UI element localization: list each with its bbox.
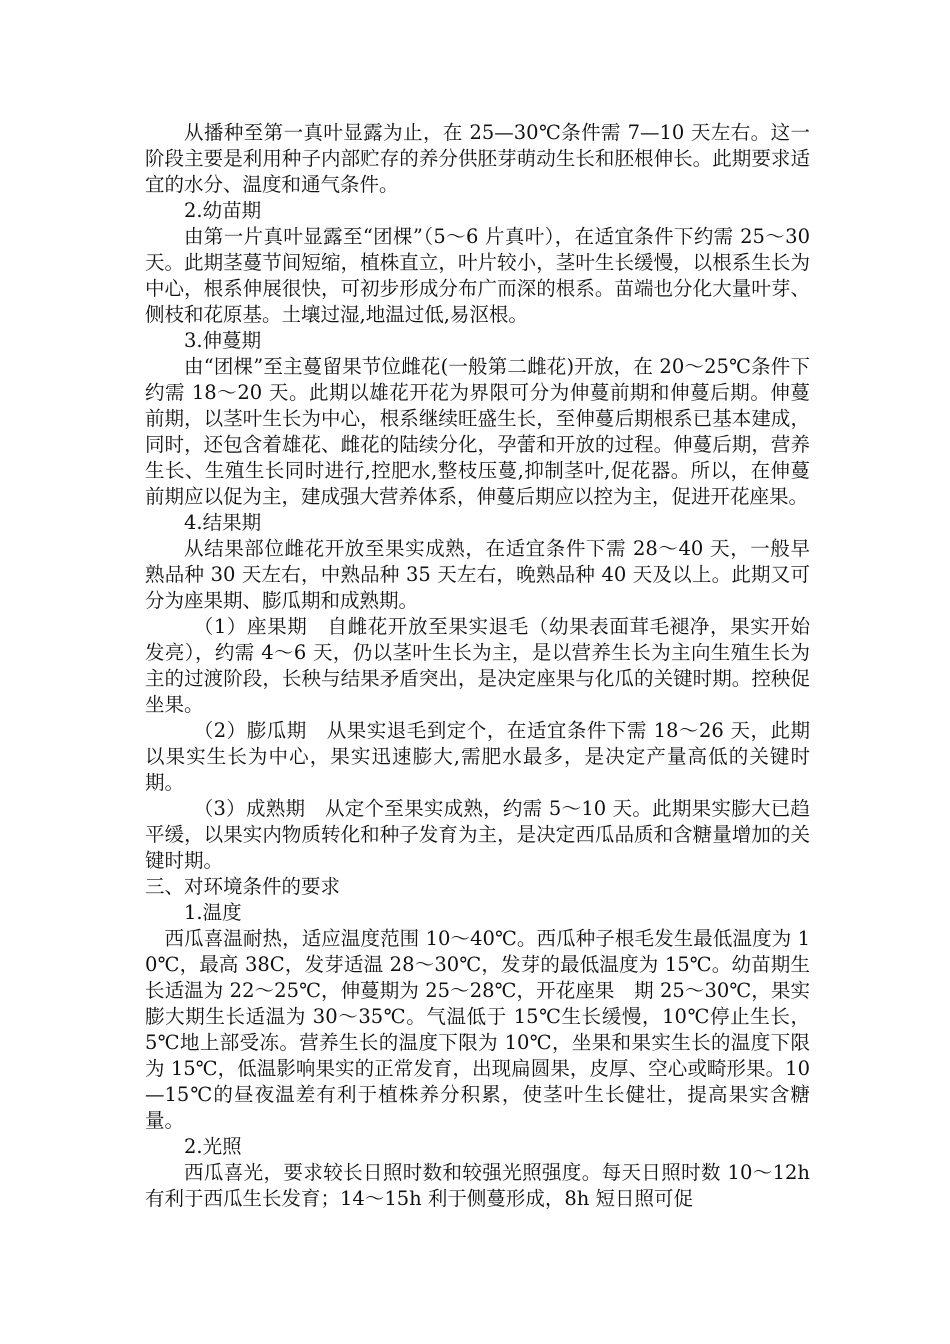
paragraph-light: 西瓜喜光，要求较长日照时数和较强光照强度。每天日照时数 10～12h 有利于西瓜生长发育；14～15h 利于侧蔓形成，8h 短日照可促 (145, 1161, 810, 1210)
heading-vine-stage: 3.伸蔓期 (184, 329, 262, 352)
paragraph-ripening: （3）成熟期 从定个至果实成熟，约需 5～10 天。此期果实膨大已趋平缓，以果实内物质转化和种子发育为主，是决定西瓜品质和含糖量增加的关键时期。 (145, 797, 810, 872)
heading-light: 2.光照 (184, 1135, 242, 1158)
heading-temperature: 1.温度 (184, 901, 242, 924)
paragraph-fruit-swelling: （2）膨瓜期 从果实退毛到定个，在适宜条件下需 18～26 天，此期以果实生长为中心，果实迅速膨大,需肥水最多，是决定产量高低的关键时期。 (145, 719, 810, 794)
heading-seedling-stage: 2.幼苗期 (184, 199, 262, 222)
paragraph-fruiting-stage: 从结果部位雌花开放至果实成熟，在适宜条件下需 28～40 天，一般早熟品种 30 天左右，中熟品种 35 天左右，晚熟品种 40 天及以上。此期又可分为座果期、膨瓜期和成熟期。 (145, 537, 810, 612)
paragraph-vine-stage: 由“团棵”至主蔓留果节位雌花(一般第二雌花)开放，在 20～25℃条件下约需 18～20 天。此期以雄花开花为界限可分为伸蔓前期和伸蔓后期。伸蔓前期，以茎叶生长为中心，根系继续旺盛生长，至伸蔓后期根系已基本建成，同时，还包含着雄花、雌花的陆续分化，孕蕾和开放的过程。伸蔓后期，营养生长、生殖生长同时进行,控肥水,整枝压蔓,抑制茎叶,促花器。所以，在伸蔓前期应以促为主，建成强大营养体系，伸蔓后期应以控为主，促进开花座果。 (145, 355, 810, 508)
paragraph-fruit-setting: （1）座果期 自雌花开放至果实退毛（幼果表面茸毛褪净，果实开始发亮），约需 4～6 天，仍以茎叶生长为主，是以营养生长为主向生殖生长为主的过渡阶段，长秧与结果矛盾突出，是决定座果与化瓜的关键时期。控秧促坐果。 (145, 615, 810, 716)
document-body (145, 120, 810, 1212)
heading-fruiting-stage: 4.结果期 (184, 511, 262, 534)
section-heading-environment: 三、对环境条件的要求 (145, 875, 341, 898)
paragraph-germination: 从播种至第一真叶显露为止，在 25—30℃条件需 7—10 天左右。这一阶段主要是利用种子内部贮存的养分供胚芽萌动生长和胚根伸长。此期要求适宜的水分、温度和通气条件。 (145, 121, 810, 196)
paragraph-seedling-stage: 由第一片真叶显露至“团棵”（5～6 片真叶），在适宜条件下约需 25～30 天。此期茎蔓节间短缩，植株直立，叶片较小，茎叶生长缓慢，以根系生长为中心，根系伸展很快，可初步形成分布广而深的根系。苗端也分化大量叶芽、侧枝和花原基。土壤过湿,地温过低,易沤根。 (145, 225, 810, 326)
paragraph-temperature: 西瓜喜温耐热，适应温度范围 10～40℃。西瓜种子根毛发生最低温度为 10℃，最高 38C，发芽适温 28～30℃，发芽的最低温度为 15℃。幼苗期生长适温为 22～25℃，伸蔓期为 25～28℃，开花座果 期 25～30℃，果实膨大期生长适温为 30～35℃。气温低于 15℃生长缓慢，10℃停止生长，5℃地上部受冻。营养生长的温度下限为 10℃，坐果和果实生长的温度下限为 15℃，低温影响果实的正常发育，出现扁圆果，皮厚、空心或畸形果。10—15℃的昼夜温差有利于植株养分积累，使茎叶生长健壮，提高果实含糖量。 (145, 927, 810, 1132)
